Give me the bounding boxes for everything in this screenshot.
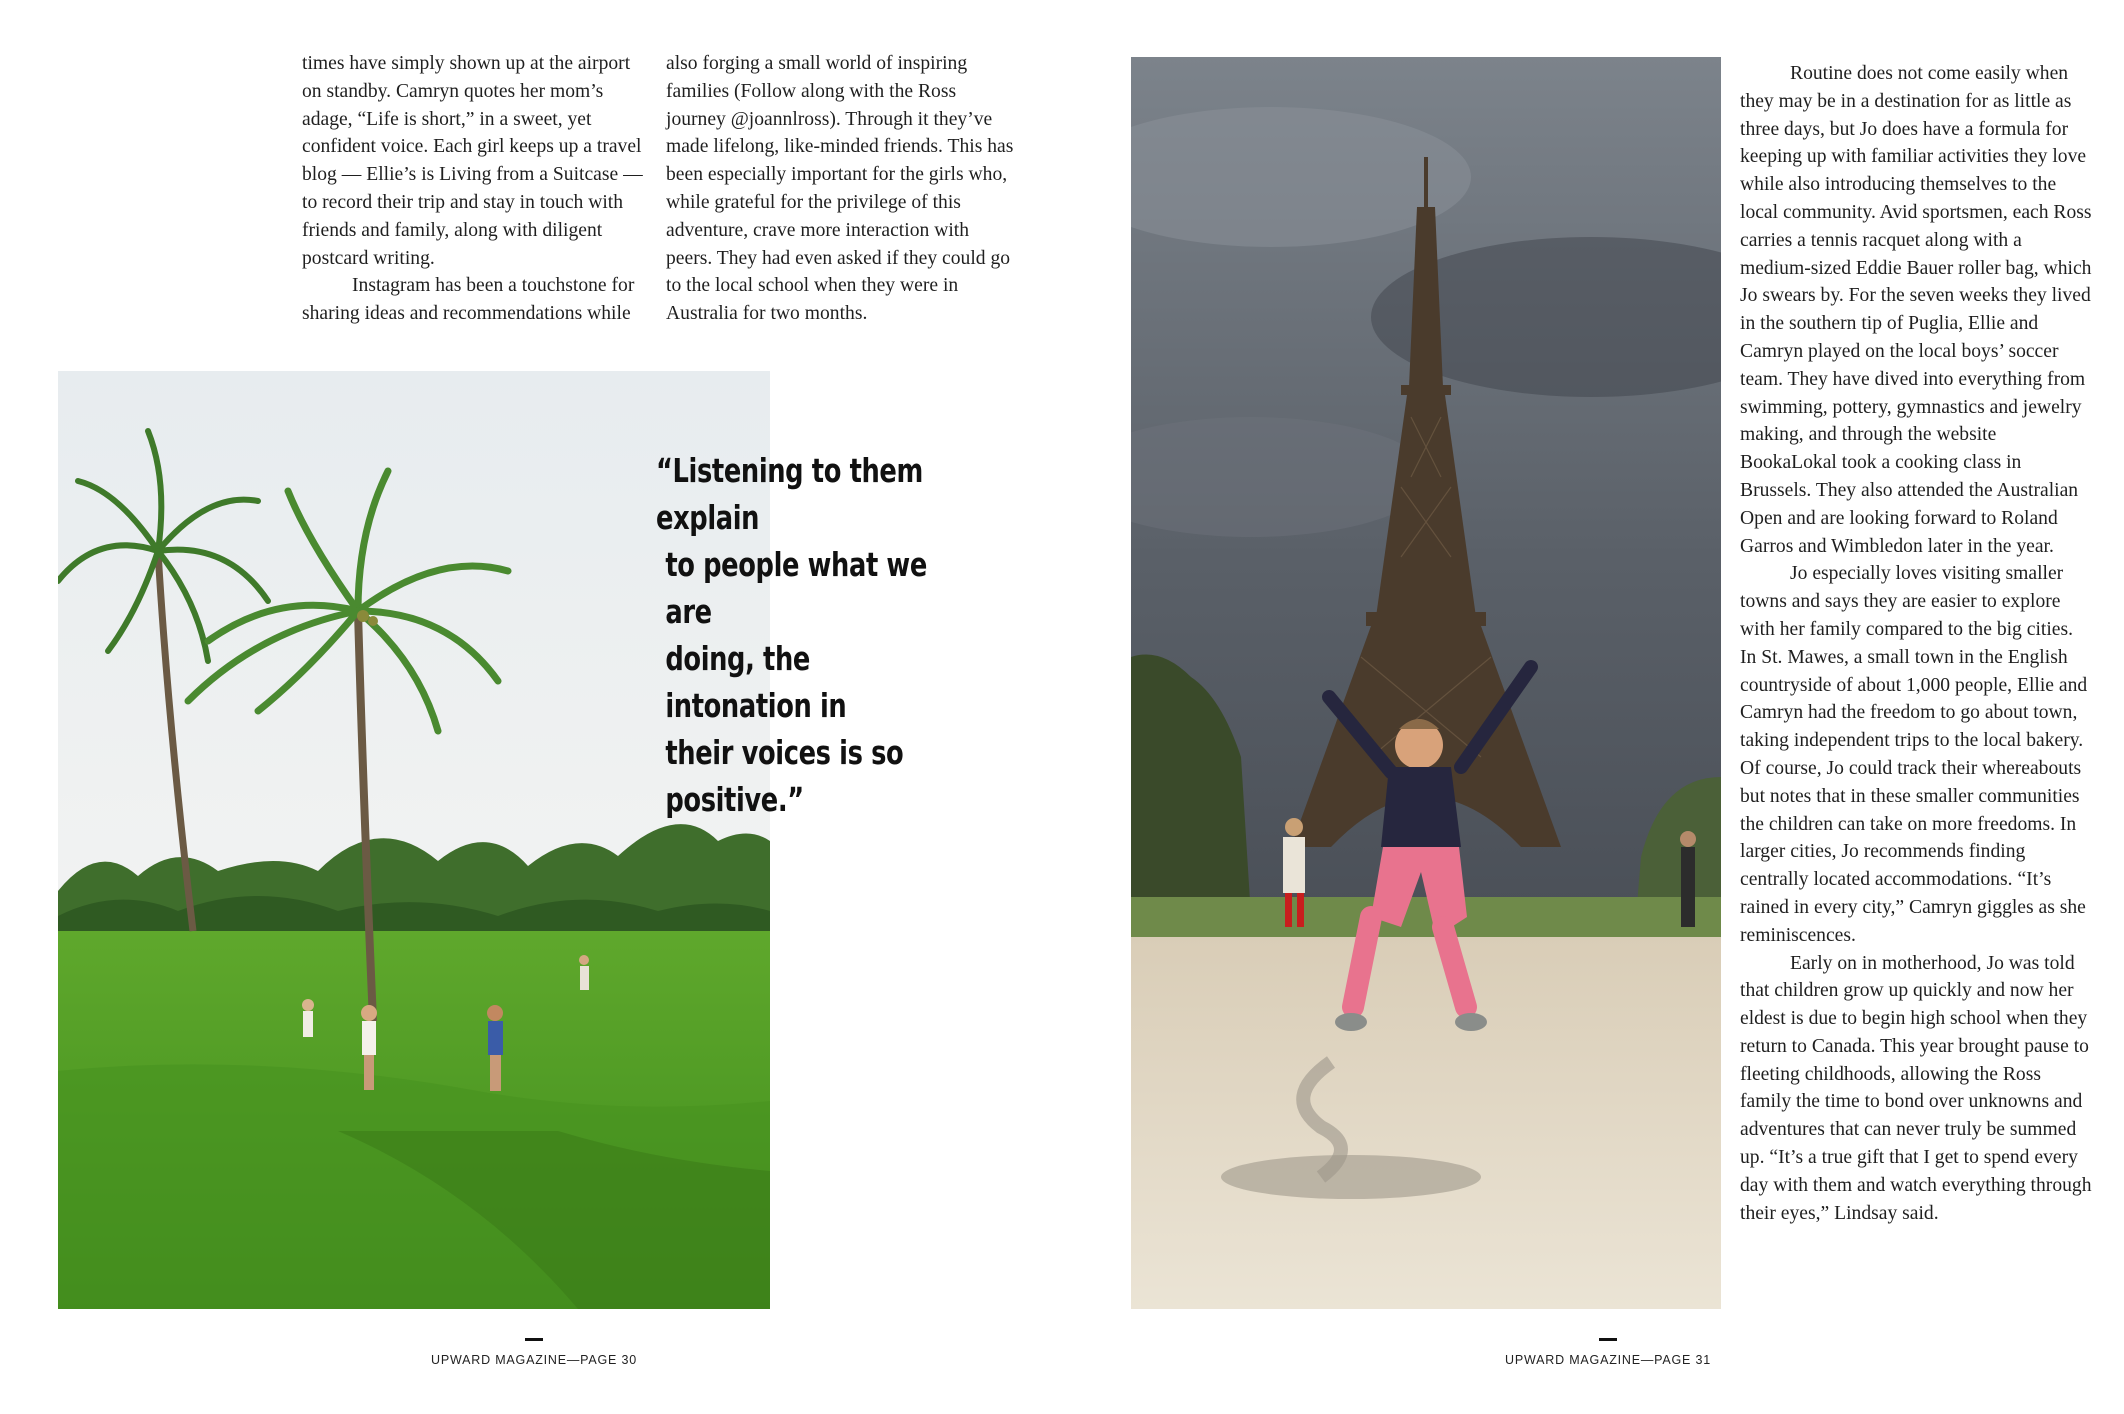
left-page-column-2 — [666, 50, 1016, 328]
paragraph: times have simply shown up at the airport on standby. Camryn quotes her mom’s adage, “Life is short,” in a sweet, yet confident voice. Each girl keeps up a travel blog — Ellie’s is Living from a Suitcase — to record their trip and stay in touch with friends and family, along with diligent postcard writing. — [302, 53, 643, 269]
pull-quote-line: their voices is so positive.” — [665, 733, 904, 819]
page-folio-right — [1488, 1338, 1728, 1369]
eiffel-tower-illustration — [1131, 57, 1721, 1309]
paragraph: also forging a small world of inspiring families (Follow along with the Ross journey @joannlross). Through it they’ve made lifelong, like-minded friends. This has been especially important for the girls who, while grateful for the privilege of this adventure, crave more interaction with peers. They had even asked if they could go to the local school when they were in Australia for two months. — [666, 53, 1014, 325]
right-page-column — [1740, 60, 2092, 1227]
pull-quote-line: to people what we are — [665, 545, 927, 631]
folio-dash — [525, 1338, 543, 1341]
pull-quote-line: “Listening to them explain — [656, 451, 923, 537]
paragraph: Instagram has been a touchstone for sharing ideas and recommendations while — [302, 275, 635, 325]
left-page-column-1 — [302, 50, 652, 328]
paragraph: Early on in motherhood, Jo was told that children grow up quickly and now her eldest is due to begin high school when they return to Canada. This year brought pause to fleeting childhoods, allowing the Ross family the time to bond over unknowns and adventures that can never truly be summed up. “It’s a true gift that I get to spend every day with them and watch everything through their eyes,” Lindsay said. — [1740, 952, 2092, 1224]
paragraph: Routine does not come easily when they may be in a destination for as little as three days, but Jo does have a formula for keeping up with familiar activities they love while also introducing themselves to the local community. Avid sportsmen, each Ross carries a tennis racquet along with a medium-sized Eddie Bauer roller bag, which Jo swears by. For the seven weeks they lived in the southern tip of Puglia, Ellie and Camryn played on the local boys’ soccer team. They have dived into everything from swimming, pottery, gymnastics and jewelry making, and through the website BookaLokal took a cooking class in Brussels. They also attended the Australian Open and are looking forward to Roland Garros and Wimbledon later in the year. — [1740, 63, 2092, 557]
pull-quote — [656, 447, 937, 823]
folio-label: UPWARD MAGAZINE—PAGE 31 — [1505, 1353, 1711, 1367]
eiffel-tower-photo — [1131, 57, 1721, 1309]
folio-label: UPWARD MAGAZINE—PAGE 30 — [431, 1353, 637, 1367]
folio-dash — [1599, 1338, 1617, 1341]
pull-quote-line: doing, the intonation in — [665, 639, 847, 725]
paragraph: Jo especially loves visiting smaller towns and says they are easier to explore with her family compared to the big cities. In St. Mawes, a small town in the English countryside of about 1,000 people, Ellie and Camryn had the freedom to go about town, taking independent trips to the local bakery. Of course, Jo could track their whereabouts but notes that in these smaller communities the children can take on more freedoms. In larger cities, Jo recommends finding centrally located accommodations. “It’s rained in every city,” Camryn giggles as she reminiscences. — [1740, 563, 2088, 946]
page-folio-left — [414, 1338, 654, 1369]
